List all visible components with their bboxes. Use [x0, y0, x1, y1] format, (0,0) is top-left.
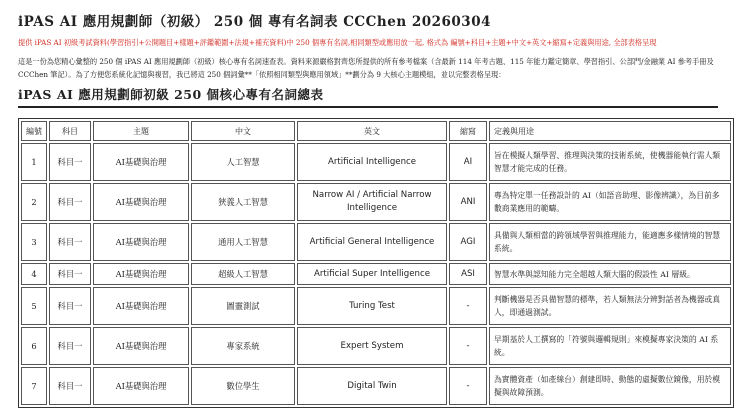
header-chinese: 中文 — [191, 121, 295, 141]
cell-no: 3 — [21, 223, 47, 261]
cell-english: Artificial Intelligence — [297, 143, 447, 181]
cell-subject: 科目一 — [49, 143, 91, 181]
header-english: 英文 — [297, 121, 447, 141]
table-row — [21, 183, 731, 221]
cell-definition: 具備與人類相當的跨領域學習與推理能力，能適應多樣情境的智慧系統。 — [489, 223, 731, 261]
cell-english: Turing Test — [297, 287, 447, 325]
cell-topic: AI基礎與治理 — [93, 327, 189, 365]
cell-topic: AI基礎與治理 — [93, 183, 189, 221]
cell-abbreviation: ASI — [449, 263, 487, 285]
cell-topic: AI基礎與治理 — [93, 367, 189, 405]
cell-definition: 旨在模擬人類學習、推理與決策的技術系統，使機器能執行需人類智慧才能完成的任務。 — [489, 143, 731, 181]
cell-no: 1 — [21, 143, 47, 181]
cell-english: Artificial General Intelligence — [297, 223, 447, 261]
cell-subject: 科目一 — [49, 223, 91, 261]
cell-topic: AI基礎與治理 — [93, 143, 189, 181]
table-row — [21, 263, 731, 285]
cell-subject: 科目一 — [49, 263, 91, 285]
document-title: iPAS AI 應用規劃師（初級） 250 個 專有名詞表 CCChen 20260304 — [18, 14, 491, 30]
cell-english: Digital Twin — [297, 367, 447, 405]
source-notice: 提供 iPAS AI 初級考試資料(學習指引+公開題目+樣題+評鑑範圍+法規+補充資料)中 250 個專有名詞,相同類型或應用放一起, 格式為 編號+科目+主題+中文+英文+縮寫+定義與用途, 全部表格呈現 — [18, 38, 657, 47]
cell-chinese: 超級人工智慧 — [191, 263, 295, 285]
glossary-table — [18, 118, 734, 408]
cell-topic: AI基礎與治理 — [93, 223, 189, 261]
header-subject: 科目 — [49, 121, 91, 141]
table-row — [21, 287, 731, 325]
table-heading: iPAS AI 應用規劃師初級 250 個核心專有名詞總表 — [18, 85, 718, 108]
cell-subject: 科目一 — [49, 287, 91, 325]
cell-definition: 為實體資產（如產線台）創建即時、動態的虛擬數位鏡像，用於模擬與故障預測。 — [489, 367, 731, 405]
cell-chinese: 狹義人工智慧 — [191, 183, 295, 221]
cell-no: 2 — [21, 183, 47, 221]
cell-topic: AI基礎與治理 — [93, 287, 189, 325]
header-topic: 主題 — [93, 121, 189, 141]
cell-english: Expert System — [297, 327, 447, 365]
cell-english: Artificial Super Intelligence — [297, 263, 447, 285]
cell-abbreviation: AGI — [449, 223, 487, 261]
cell-chinese: 專家系統 — [191, 327, 295, 365]
header-no: 編號 — [21, 121, 47, 141]
cell-definition: 智慧水準與認知能力完全超越人類大腦的假設性 AI 層級。 — [489, 263, 731, 285]
cell-abbreviation: - — [449, 287, 487, 325]
cell-no: 7 — [21, 367, 47, 405]
cell-abbreviation: AI — [449, 143, 487, 181]
cell-chinese: 通用人工智慧 — [191, 223, 295, 261]
table-row — [21, 327, 731, 365]
cell-abbreviation: - — [449, 327, 487, 365]
cell-definition: 專為特定單一任務設計的 AI（如語音助理、影像辨識），為目前多數商業應用的範疇。 — [489, 183, 731, 221]
table-row — [21, 367, 731, 405]
cell-topic: AI基礎與治理 — [93, 263, 189, 285]
cell-chinese: 數位學生 — [191, 367, 295, 405]
cell-no: 6 — [21, 327, 47, 365]
cell-definition: 判斷機器是否具備智慧的標準，若人類無法分辨對話者為機器或真人，即通過測試。 — [489, 287, 731, 325]
cell-chinese: 圖靈測試 — [191, 287, 295, 325]
cell-subject: 科目一 — [49, 183, 91, 221]
cell-subject: 科目一 — [49, 327, 91, 365]
cell-english: Narrow AI / Artificial Narrow Intelligence — [297, 183, 447, 221]
header-definition: 定義與用途 — [489, 121, 731, 141]
cell-abbreviation: - — [449, 367, 487, 405]
table-row — [21, 223, 731, 261]
intro-paragraph: 這是一份為您精心彙整的 250 個 iPAS AI 應用規劃師（初級）核心專有名詞速查表。資料來源嚴格對齊您所提供的所有參考檔案（含最新 114 年考古題、115 年能力鑑定簡章、學習指引、公部門/金融業 AI 參考手冊及 CCChen 筆記）。為了方便您系統化記憶與複習，我已將這 250 個詞彙**「依照相同類型與應用領域」**劃分為 9 大核心主題模組，並以完整表格呈現： — [18, 57, 714, 79]
cell-abbreviation: ANI — [449, 183, 487, 221]
table-header-row — [21, 121, 731, 141]
header-abbreviation: 縮寫 — [449, 121, 487, 141]
cell-subject: 科目一 — [49, 367, 91, 405]
cell-chinese: 人工智慧 — [191, 143, 295, 181]
cell-no: 5 — [21, 287, 47, 325]
table-row — [21, 143, 731, 181]
cell-definition: 早期基於人工撰寫的「符號與邏輯規則」來模擬專家決策的 AI 系統。 — [489, 327, 731, 365]
cell-no: 4 — [21, 263, 47, 285]
